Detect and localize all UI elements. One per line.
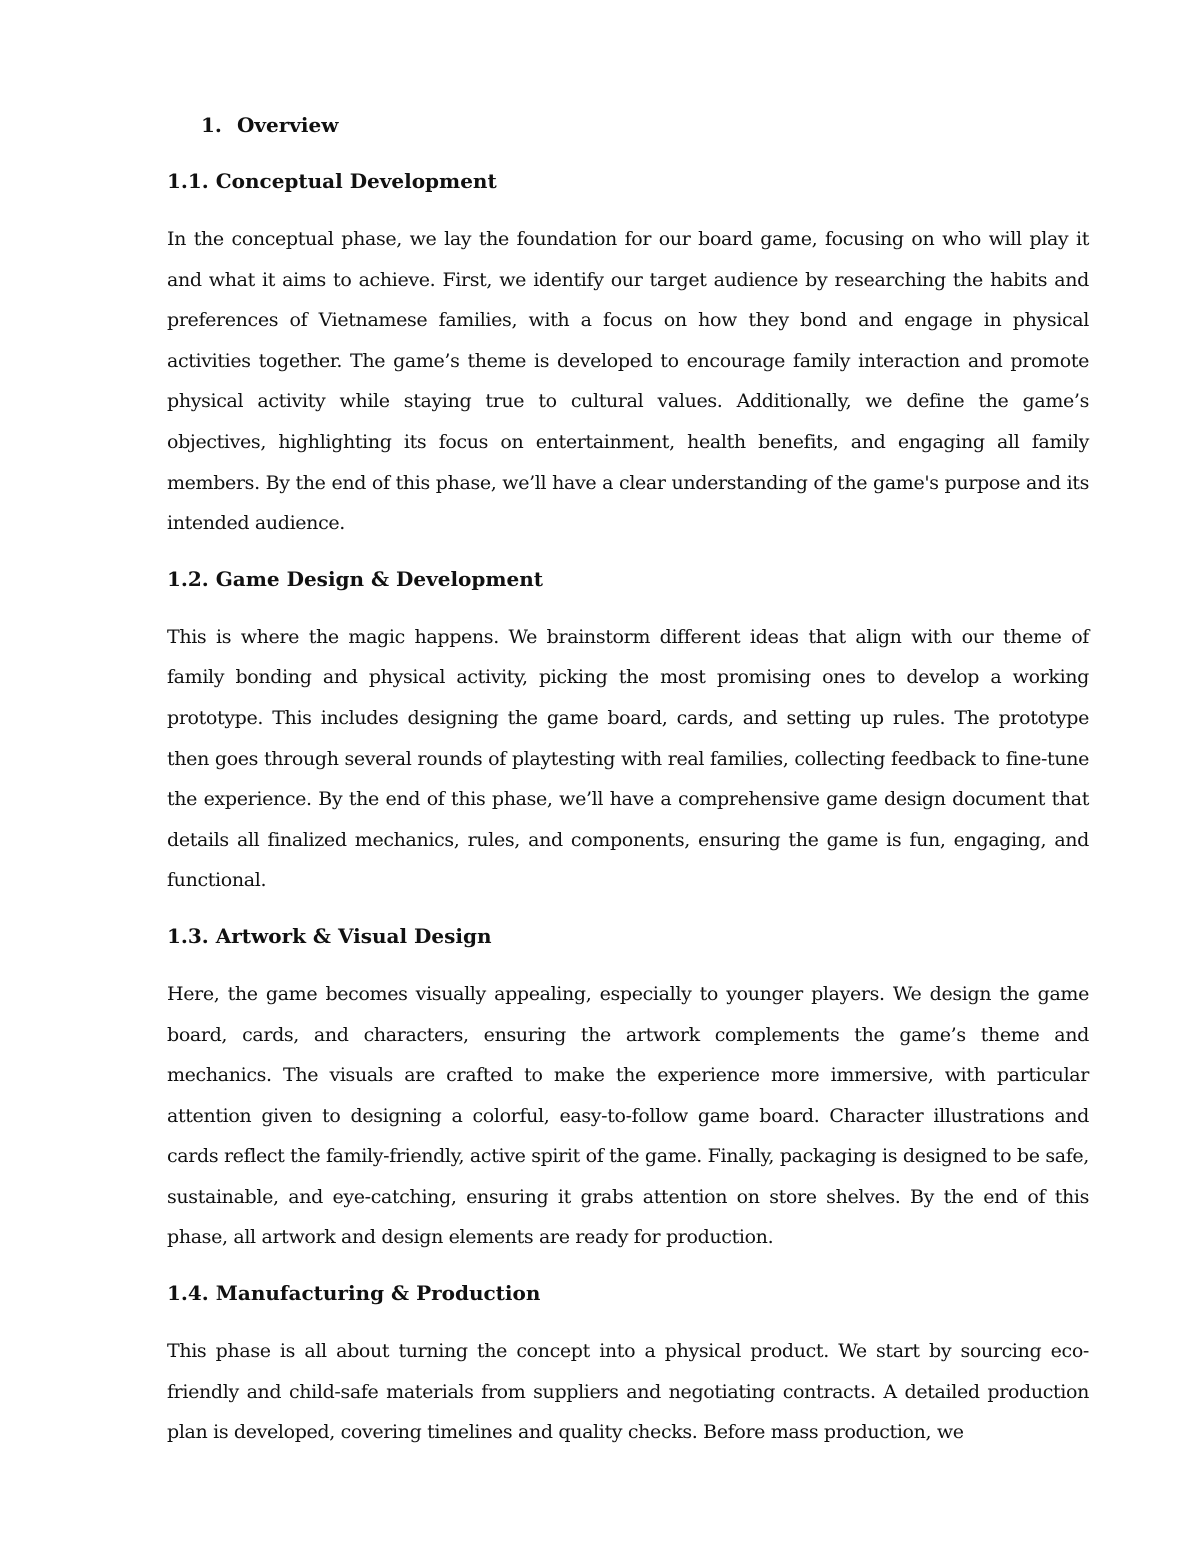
section-body-game-design: This is where the magic happens. We brainstorm different ideas that align with our theme of family bonding and physical activity, picking the most promising ones to develop a working prototype. This includes designing the game board, cards, and setting up rules. The prototype then goes through several rounds of playtesting with real families, collecting feedback to fine-tune the experience. By the end of this phase, we’ll have a comprehensive game design document that details all finalized mechanics, rules, and components, ensuring the game is fun, engaging, and functional. xyxy=(167,625,1089,892)
heading-title: Overview xyxy=(237,113,339,137)
document-page xyxy=(167,108,1089,1471)
section-title-manufacturing: 1.4. Manufacturing & Production xyxy=(167,1281,541,1306)
section-title-artwork: 1.3. Artwork & Visual Design xyxy=(167,923,492,948)
section-body-manufacturing: This phase is all about turning the concept into a physical product. We start by sourcing eco-friendly and child-safe materials from suppliers and negotiating contracts. A detailed production plan is developed, covering timelines and quality checks. Before mass production, we xyxy=(167,1340,1089,1444)
section-body-artwork: Here, the game becomes visually appealing, especially to younger players. We design the game board, cards, and characters, ensuring the artwork complements the game’s theme and mechanics. The visuals are crafted to make the experience more immersive, with particular attention given to designing a colorful, easy-to-follow game board. Character illustrations and cards reflect the family-friendly, active spirit of the game. Finally, packaging is designed to be safe, sustainable, and eye-catching, ensuring it grabs attention on store shelves. By the end of this phase, all artwork and design elements are ready for production. xyxy=(167,982,1089,1249)
section-title-conceptual-development: 1.1. Conceptual Development xyxy=(167,169,497,193)
section-title-game-design: 1.2. Game Design & Development xyxy=(167,566,544,591)
section-body-conceptual-development: In the conceptual phase, we lay the foundation for our board game, focusing on who will play it and what it aims to achieve. First, we identify our target audience by researching the habits and preferences of Vietnamese families, with a focus on how they bond and engage in physical activities together. The game’s theme is developed to encourage family interaction and promote physical activity while staying true to cultural values. Additionally, we define the game’s objectives, highlighting its focus on entertainment, health benefits, and engaging all family members. By the end of this phase, we’ll have a clear understanding of the game's purpose and its intended audience. xyxy=(167,228,1089,535)
main-heading xyxy=(167,108,1089,142)
heading-number: 1. xyxy=(201,113,222,137)
